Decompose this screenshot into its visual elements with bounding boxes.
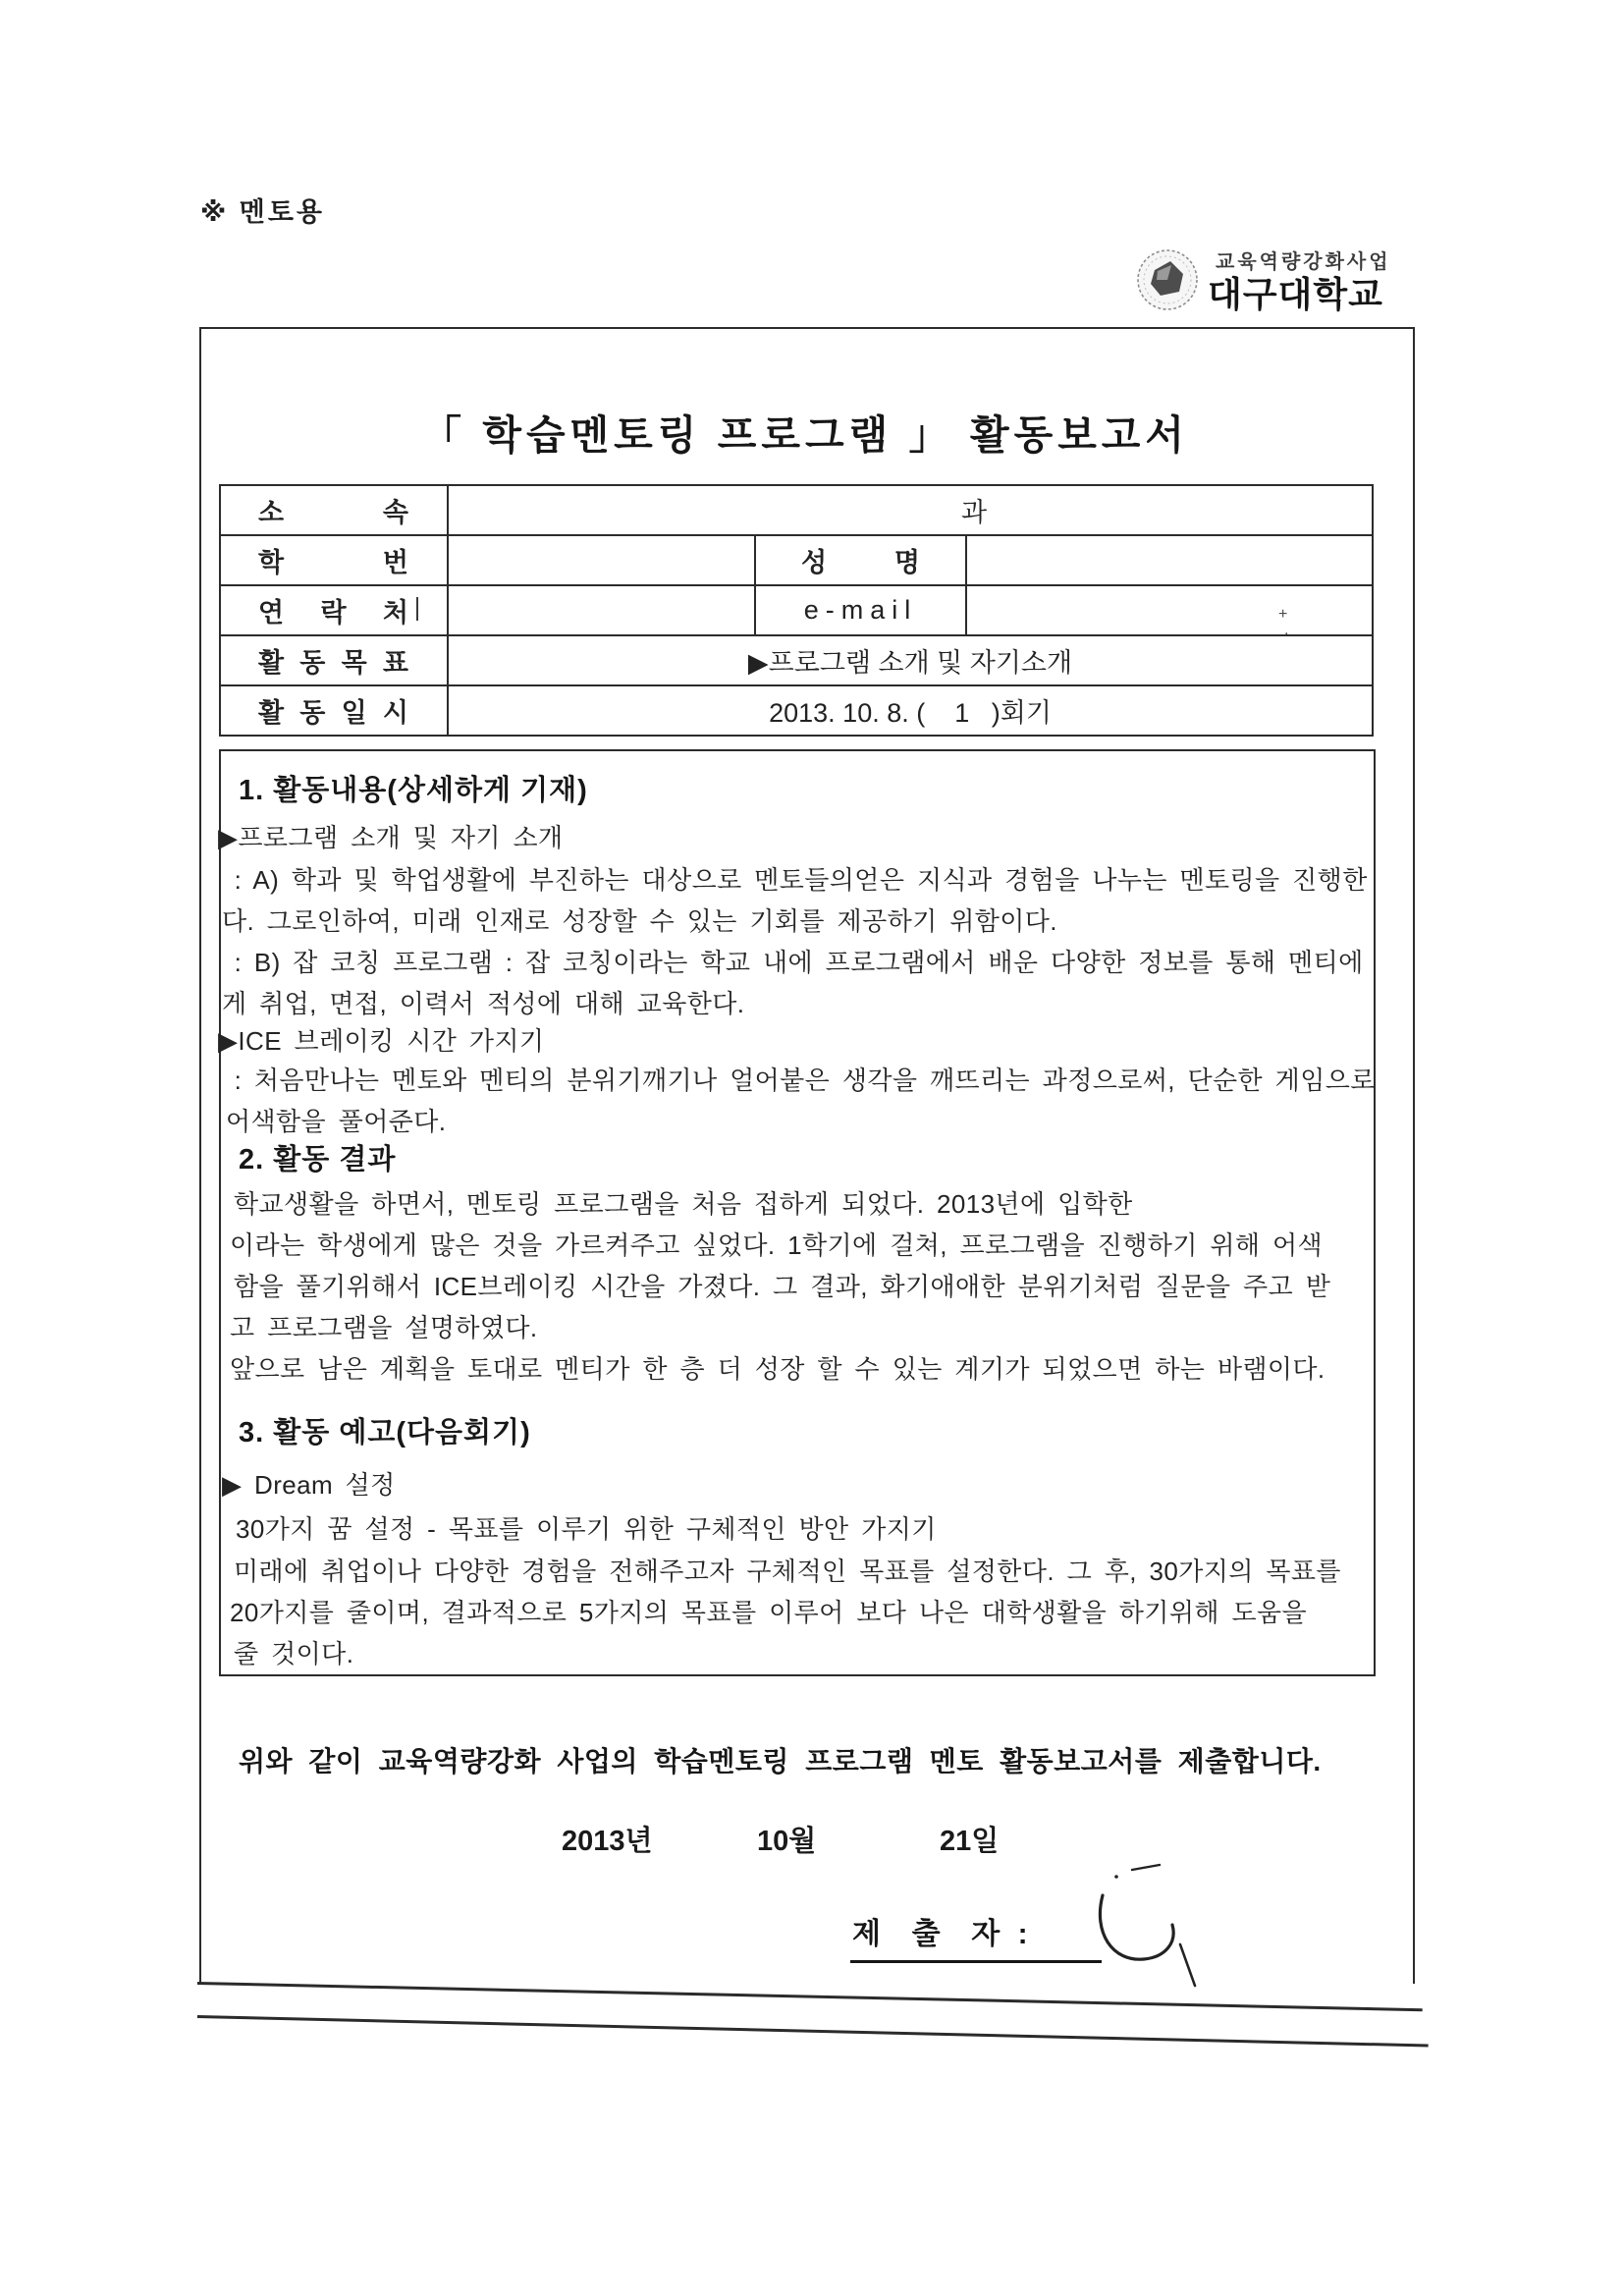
- submitter-label: 제 출 자 :: [850, 1909, 1102, 1963]
- name-value: [966, 535, 1373, 585]
- affiliation-label: 소 속: [220, 485, 448, 535]
- body-line: 학교생활을 하면서, 멘토링 프로그램을 처음 접하게 되었다. 2013년에 입학한: [234, 1189, 1133, 1219]
- body-line: ▶ICE 브레이킹 시간 가지기: [218, 1026, 545, 1056]
- logo-program-text: 교육역량강화사업: [1216, 251, 1391, 273]
- email-label: e-mail: [755, 585, 966, 635]
- table-row-contact: [220, 585, 1373, 635]
- body-line: 줄 것이다.: [234, 1639, 354, 1668]
- body-line: : 처음만나는 멘토와 멘티의 분위기깨기나 얼어붙은 생각을 깨뜨리는 과정으로써, 단순한 게임으로: [222, 1066, 1376, 1095]
- body-line: : A) 학과 및 학업생활에 부진하는 대상으로 멘토들의얻은 지식과 경험을 나누는 멘토링을 진행한: [222, 865, 1368, 895]
- section3-title: 3. 활동 예고(다음회기): [239, 1417, 531, 1449]
- email-value: [966, 585, 1373, 635]
- section2-title: 2. 활동 결과: [239, 1144, 397, 1175]
- submission-date-month: 10월: [757, 1826, 817, 1857]
- submission-date-year: 2013년: [562, 1826, 653, 1857]
- name-label: 성 명: [755, 535, 966, 585]
- body-line: ▶프로그램 소개 및 자기 소개: [218, 823, 564, 852]
- body-line: 20가지를 줄이며, 결과적으로 5가지의 목표를 이루어 보다 나은 대학생활을 하기위해 도움을: [230, 1598, 1308, 1627]
- body-line: 함을 풀기위해서 ICE브레이킹 시간을 가졌다. 그 결과, 화기애애한 분위기처럼 질문을 주고 받: [234, 1272, 1331, 1301]
- body-line: 미래에 취업이나 다양한 경험을 전해주고자 구체적인 목표를 설정한다. 그 후, 30가지의 목표를: [234, 1557, 1341, 1586]
- student-id-label: 학 번: [220, 535, 448, 585]
- logo-university-name: 대구대학교: [1208, 274, 1383, 314]
- contact-value: [448, 585, 755, 635]
- activity-goal-label: 활 동 목 표: [220, 635, 448, 685]
- activity-date-label: 활 동 일 시: [220, 685, 448, 736]
- table-row-student-id: [220, 535, 1373, 585]
- section1-title: 1. 활동내용(상세하게 기재): [239, 775, 588, 806]
- table-row-activity-date: [220, 685, 1373, 736]
- university-seal-icon: [1135, 247, 1200, 317]
- info-table: [219, 484, 1374, 737]
- student-id-value: [448, 535, 755, 585]
- affiliation-value: 과: [448, 485, 1373, 535]
- body-line: ▶ Dream 설정: [222, 1470, 396, 1500]
- pen-dot-mark: .: [1284, 622, 1289, 638]
- contact-label: 연 락 처: [220, 585, 448, 635]
- activity-goal-value: ▶프로그램 소개 및 자기소개: [448, 635, 1373, 685]
- body-line: 이라는 학생에게 많은 것을 가르켜주고 싶었다. 1학기에 걸쳐, 프로그램을 진행하기 위해 어색: [230, 1230, 1324, 1260]
- submission-statement: 위와 같이 교육역량강화 사업의 학습멘토링 프로그램 멘토 활동보고서를 제출합니다.: [239, 1746, 1322, 1777]
- activity-date-value: 2013. 10. 8. ( 1 )회기: [448, 685, 1373, 736]
- frame-bottom-line: [197, 1982, 1423, 2011]
- body-line: : B) 잡 코칭 프로그램 : 잡 코칭이라는 학교 내에 프로그램에서 배운 다양한 정보를 통해 멘티에: [222, 948, 1364, 977]
- body-line: 어색함을 풀어준다.: [226, 1107, 447, 1136]
- body-line: 앞으로 남은 계획을 토대로 멘티가 한 층 더 성장 할 수 있는 계기가 되었으면 하는 바램이다.: [230, 1354, 1325, 1384]
- body-line: 고 프로그램을 설명하였다.: [230, 1313, 538, 1342]
- table-row-affiliation: [220, 485, 1373, 535]
- frame-bottom-line: [197, 2015, 1429, 2048]
- table-row-activity-goal: [220, 635, 1373, 685]
- body-line: 다. 그로인하여, 미래 인재로 성장할 수 있는 기회를 제공하기 위함이다.: [222, 906, 1057, 936]
- signature-scribble: [1085, 1854, 1203, 2001]
- pen-tick-mark: [416, 597, 418, 621]
- corner-note: ※ 멘토용: [200, 197, 325, 227]
- submission-date-day: 21일: [940, 1826, 1000, 1857]
- report-title: 「 학습멘토링 프로그램 」 활동보고서: [420, 412, 1190, 458]
- pen-plus-mark: +: [1278, 606, 1288, 623]
- body-line: 게 취업, 면접, 이력서 적성에 대해 교육한다.: [222, 989, 745, 1018]
- body-line: 30가지 꿈 설정 - 목표를 이루기 위한 구체적인 방안 가지기: [236, 1514, 937, 1544]
